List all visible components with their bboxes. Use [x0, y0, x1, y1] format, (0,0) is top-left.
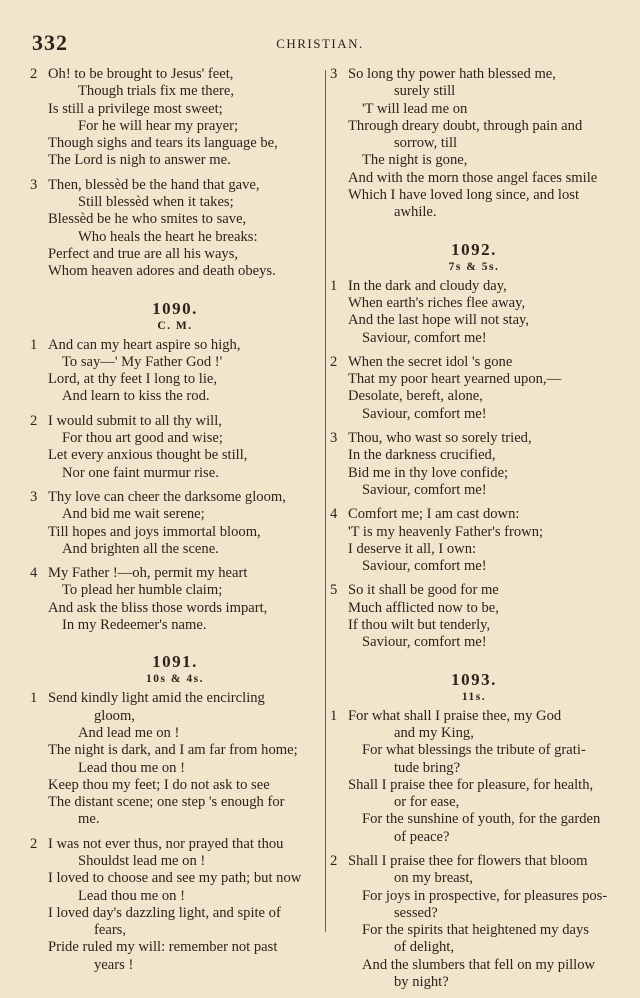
hymn-verse	[330, 354, 618, 423]
verse-line: Though trials fix me there,	[78, 83, 235, 100]
verse-line: And bid me wait serene;	[62, 506, 205, 523]
verse-line: For what blessings the tribute of grati-	[362, 742, 586, 759]
verse-line: Still blessèd when it takes;	[78, 194, 234, 211]
verse-line: Lead thou me on !	[78, 887, 185, 904]
verse-line: I deserve it all, I own:	[348, 540, 477, 557]
hymn-meter: 7s & 5s.	[448, 260, 500, 273]
verse-line: I would submit to all thy will,	[48, 412, 222, 429]
verse-line: Saviour, comfort me!	[362, 558, 487, 575]
verse-line: Saviour, comfort me!	[362, 634, 487, 651]
verse-line: and my King,	[394, 724, 474, 741]
verse-line: sessed?	[394, 904, 438, 921]
verse-number: 1	[330, 707, 338, 724]
verse-line: Thy love can cheer the darksome gloom,	[48, 488, 286, 505]
verse-line: sorrow, till	[394, 135, 458, 152]
hymn-verse	[30, 177, 320, 281]
verse-line: So long thy power hath blessed me,	[348, 66, 556, 82]
verse-line: For joys in prospective, for pleasures pos-	[362, 887, 608, 904]
page-number: 332	[32, 30, 68, 55]
hymn-verse	[30, 690, 320, 828]
verse-line: Saviour, comfort me!	[362, 481, 487, 498]
hymn-verse	[330, 582, 618, 651]
column-divider	[325, 70, 326, 932]
verse-line: In the darkness crucified,	[348, 447, 496, 464]
hymn-verse	[330, 506, 618, 575]
verse-line: me.	[78, 811, 100, 828]
verse-line: Let every anxious thought be still,	[48, 447, 248, 464]
hymn-verse	[330, 430, 618, 499]
verse-number: 3	[330, 66, 338, 82]
verse-line: Shouldst lead me on !	[78, 852, 206, 869]
verse-line: Then, blessèd be the hand that gave,	[48, 176, 260, 193]
verse-line: Which I have loved long since, and lost	[348, 187, 580, 204]
verse-number: 2	[30, 835, 38, 852]
verse-number: 3	[330, 430, 338, 447]
verse-line: Bid me in thy love confide;	[348, 464, 509, 481]
verse-line: My Father !—oh, permit my heart	[48, 565, 248, 582]
verse-line: For what shall I praise thee, my God	[348, 707, 562, 724]
verse-line: And the slumbers that fell on my pillow	[362, 956, 596, 973]
hymn-verse	[30, 337, 320, 406]
verse-line: And with the morn those angel faces smile	[348, 169, 598, 186]
hymn-verse	[30, 836, 320, 974]
verse-line: The Lord is nigh to answer me.	[48, 152, 231, 169]
verse-number: 1	[30, 690, 38, 707]
verse-line: Desolate, bereft, alone,	[348, 388, 483, 405]
verse-line: awhile.	[394, 204, 437, 221]
verse-line: Who heals the heart he breaks:	[78, 228, 258, 245]
verse-line: For thou art good and wise;	[62, 430, 223, 447]
verse-line: And brighten all the scene.	[62, 540, 219, 557]
verse-line: tude bring?	[394, 759, 461, 776]
verse-line: In the dark and cloudy day,	[348, 277, 507, 294]
verse-line: 'T is my heavenly Father's frown;	[348, 523, 544, 540]
hymn-verse	[30, 66, 320, 170]
hymn-number: 1091.	[152, 652, 198, 672]
verse-line: And learn to kiss the rod.	[62, 388, 210, 405]
verse-line: Nor one faint murmur rise.	[62, 464, 219, 481]
verse-line: I loved to choose and see my path; but now	[48, 870, 302, 887]
verse-number: 4	[30, 565, 38, 582]
verse-number: 3	[30, 488, 38, 505]
verse-line: Saviour, comfort me!	[362, 405, 487, 422]
hymn-verse	[30, 489, 320, 558]
verse-line: on my breast,	[394, 870, 474, 887]
verse-line: To say—' My Father God !'	[62, 353, 223, 370]
hymn-verse	[30, 413, 320, 482]
verse-line: Pride ruled my will: remember not past	[48, 939, 278, 956]
verse-line: When the secret idol 's gone	[348, 353, 513, 370]
verse-line: And can my heart aspire so high,	[48, 336, 241, 353]
verse-line: That my poor heart yearned upon,—	[348, 371, 562, 388]
verse-line: Till hopes and joys immortal bloom,	[48, 523, 261, 540]
verse-number: 2	[330, 852, 338, 869]
hymn-verse	[30, 565, 320, 634]
verse-number: 4	[330, 506, 338, 523]
left-column	[30, 66, 320, 981]
verse-line: fears,	[94, 922, 127, 939]
verse-line: I loved day's dazzling light, and spite of	[48, 904, 281, 921]
verse-line: Shall I praise thee for flowers that bloom	[348, 852, 588, 869]
hymn-number: 1093.	[451, 669, 497, 689]
verse-line: When earth's riches flee away,	[348, 294, 526, 311]
hymn-meter: C. M.	[157, 319, 193, 332]
verse-line: So it shall be good for me	[348, 582, 499, 599]
verse-line: Though sighs and tears its language be,	[48, 135, 278, 152]
hymn-meter: 10s & 4s.	[146, 673, 204, 686]
verse-line: Is still a privilege most sweet;	[48, 100, 223, 117]
right-column	[330, 66, 618, 998]
verse-number: 1	[30, 336, 38, 353]
verse-line: of delight,	[394, 939, 454, 956]
verse-line: Through dreary doubt, through pain and	[348, 117, 583, 134]
hymn-verse	[330, 708, 618, 846]
verse-line: Keep thou my feet; I do not ask to see	[48, 776, 270, 793]
verse-line: Oh! to be brought to Jesus' feet,	[48, 66, 234, 82]
hymn-verse	[330, 853, 618, 991]
verse-line: If thou wilt but tenderly,	[348, 617, 491, 634]
verse-line: Blessèd be he who smites to save,	[48, 211, 247, 228]
verse-line: The night is gone,	[362, 152, 468, 169]
verse-line: Shall I praise thee for pleasure, for health,	[348, 776, 594, 793]
verse-line: surely still	[394, 83, 456, 100]
verse-line: And lead me on !	[78, 724, 180, 741]
verse-line: years !	[94, 956, 134, 973]
verse-line: The night is dark, and I am far from home;	[48, 742, 298, 759]
verse-line: In my Redeemer's name.	[62, 617, 207, 634]
hymn-verse	[330, 66, 618, 222]
hymn-number: 1092.	[451, 239, 497, 259]
verse-line: Much afflicted now to be,	[348, 599, 499, 616]
verse-line: Send kindly light amid the encircling	[48, 690, 265, 707]
verse-line: And the last hope will not stay,	[348, 312, 530, 329]
verse-number: 2	[330, 353, 338, 370]
verse-number: 1	[330, 277, 338, 294]
verse-line: To plead her humble claim;	[62, 582, 223, 599]
verse-line: For he will hear my prayer;	[78, 117, 239, 134]
verse-line: 'T will lead me on	[362, 100, 468, 117]
verse-number: 2	[30, 412, 38, 429]
verse-line: For the spirits that heightened my days	[362, 922, 589, 939]
verse-line: Thou, who wast so sorely tried,	[348, 430, 532, 447]
verse-line: of peace?	[394, 828, 450, 845]
verse-number: 2	[30, 66, 38, 82]
running-head: CHRISTIAN.	[276, 36, 364, 51]
verse-line: For the sunshine of youth, for the garden	[362, 811, 601, 828]
verse-line: by night?	[394, 974, 449, 991]
hymn-verse	[330, 278, 618, 347]
verse-line: gloom,	[94, 707, 135, 724]
hymn-meter: 11s.	[461, 690, 487, 703]
verse-line: The distant scene; one step 's enough for	[48, 794, 285, 811]
verse-line: Perfect and true are all his ways,	[48, 245, 239, 262]
verse-number: 3	[30, 176, 38, 193]
verse-line: Lead thou me on !	[78, 759, 185, 776]
verse-line: Whom heaven adores and death obeys.	[48, 263, 276, 280]
hymn-number: 1090.	[152, 298, 198, 318]
verse-line: Saviour, comfort me!	[362, 329, 487, 346]
verse-line: I was not ever thus, nor prayed that thou	[48, 835, 284, 852]
verse-line: And ask the bliss those words impart,	[48, 599, 268, 616]
verse-line: Lord, at thy feet I long to lie,	[48, 371, 217, 388]
verse-number: 5	[330, 582, 338, 599]
verse-line: or for ease,	[394, 794, 460, 811]
verse-line: Comfort me; I am cast down:	[348, 506, 520, 523]
